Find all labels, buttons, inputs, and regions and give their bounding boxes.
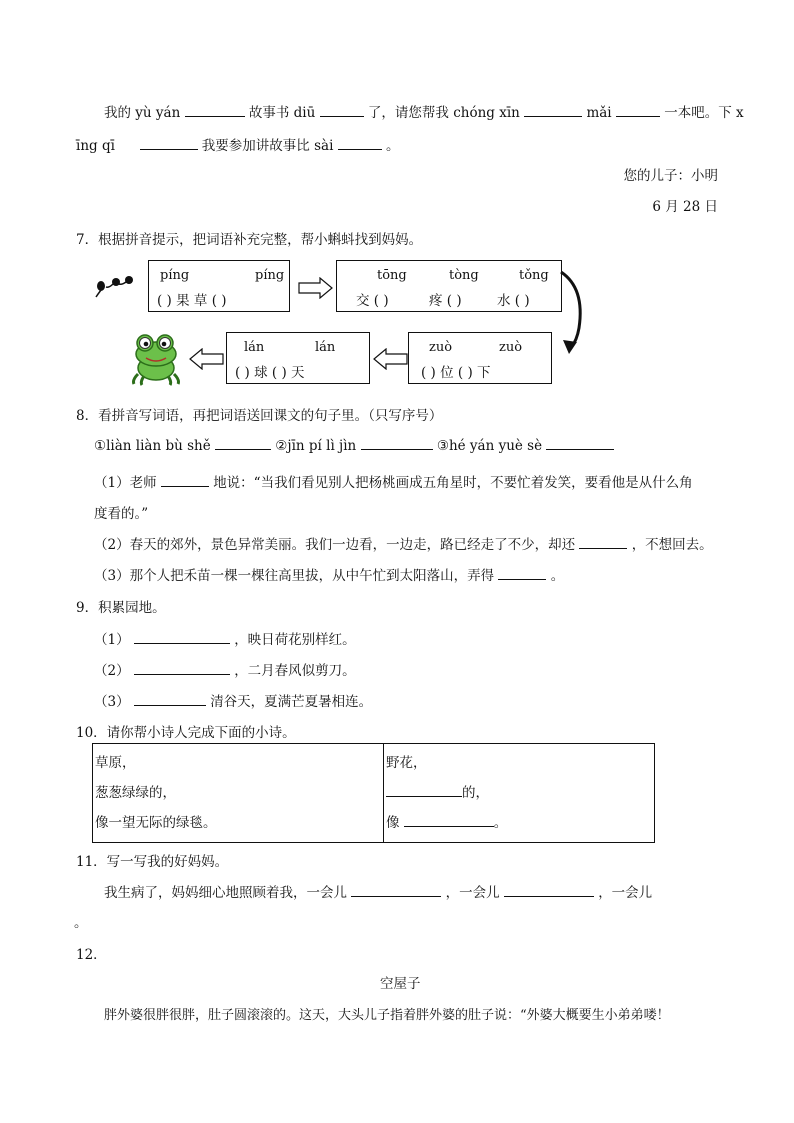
answer-blank[interactable] (616, 104, 660, 117)
item-number: （2） (94, 663, 130, 679)
sentence-text: 我生病了，妈妈细心地照顾着我，一会儿 (104, 885, 347, 901)
q9-line-1 (94, 628, 356, 648)
answer-blank[interactable] (320, 104, 364, 117)
poem-line: 草原， (95, 755, 136, 771)
poem-line: ，映日荷花别样红。 (234, 632, 356, 648)
pinyin-item: ③hé yán yuè sè (436, 438, 543, 454)
answer-blank[interactable] (579, 536, 627, 549)
answer-blank[interactable] (185, 104, 245, 117)
word-blank: 交 ( ) (356, 293, 389, 309)
pinyin: zuò (499, 340, 523, 355)
letter-date: 6 月 28 日 (652, 199, 718, 215)
sentence-text: ，不想回去。 (631, 537, 713, 553)
sentence-text: （2）春天的郊外，景色异常美丽。我们一边看，一边走，路已经走了不少，却还 (94, 537, 576, 553)
arrow-left-icon (188, 348, 224, 370)
pinyin: tòng (449, 268, 479, 283)
answer-blank[interactable] (546, 437, 614, 450)
pinyin: tǒng (519, 268, 549, 283)
pinyin: lán (244, 340, 265, 355)
story-paragraph: 胖外婆很胖很胖，肚子圆滚滚的。这天，大头儿子指着胖外婆的肚子说：“外婆大概要生小弟弟喽！ (104, 1008, 670, 1023)
answer-blank[interactable] (361, 437, 433, 450)
q8-title: 8．看拼音写词语，再把词语送回课文的句子里。（只写序号） (76, 408, 443, 424)
pinyin-item: ②jīn pí lì jìn (275, 438, 357, 454)
word-blanks: ( ) 位 ( ) 下 (421, 365, 491, 381)
letter-text: īng qī (76, 138, 115, 154)
frog-icon (128, 330, 184, 386)
answer-blank[interactable] (134, 662, 230, 675)
q8-sentence-2 (94, 533, 713, 553)
letter-line-2 (76, 134, 399, 154)
q7-title: 7．根据拼音提示，把词语补充完整，帮小蝌蚪找到妈妈。 (76, 232, 423, 248)
q9-line-3 (94, 690, 372, 710)
pinyin: lán (315, 340, 336, 355)
answer-blank[interactable] (524, 104, 582, 117)
pinyin-box-ping (148, 260, 290, 312)
letter-text: 一本吧。下 x (664, 105, 744, 121)
arrow-left-icon (372, 348, 408, 370)
pinyin-box-lan (226, 332, 370, 384)
sentence-text: （3）那个人把禾苗一棵一棵往高里拔，从中午忙到太阳落山，弄得 (94, 568, 495, 584)
q10-title: 10．请你帮小诗人完成下面的小诗。 (76, 725, 296, 741)
letter-signature: 您的儿子：小明 (623, 168, 718, 184)
pinyin: píng (160, 268, 190, 283)
item-number: （1） (94, 632, 130, 648)
letter-text: mǎi (586, 105, 612, 121)
poem-line: ，二月春风似剪刀。 (234, 663, 356, 679)
pinyin-box-zuo (408, 332, 552, 384)
pinyin: píng (255, 268, 285, 283)
poem-text: 的， (462, 785, 489, 801)
word-blanks: ( ) 球 ( ) 天 (235, 365, 305, 381)
word-blanks: ( ) 果 草 ( ) (157, 293, 227, 309)
letter-text: 我要参加讲故事比 sài (201, 138, 334, 154)
q9-line-2 (94, 659, 356, 679)
pinyin-item: ①liàn liàn bù shě (94, 438, 211, 454)
poem-left-cell (93, 744, 384, 843)
letter-text: 了，请您帮我 chóng xīn (367, 105, 520, 121)
word-blank: 水 ( ) (497, 293, 530, 309)
sentence-text: ，一会儿 (598, 885, 653, 901)
letter-line-1 (104, 101, 744, 121)
q8-sentence-3 (94, 564, 564, 584)
poem-line: 葱葱绿绿的， (95, 785, 176, 801)
letter-text: 故事书 diū (248, 105, 316, 121)
poem-line (386, 778, 652, 808)
poem-table (92, 743, 655, 843)
pinyin: tōng (377, 268, 407, 283)
answer-blank[interactable] (140, 137, 198, 150)
answer-blank[interactable] (504, 884, 594, 897)
answer-blank[interactable] (498, 567, 546, 580)
poem-line: 像一望无际的绿毯。 (95, 815, 217, 831)
q12-title: 12． (76, 947, 107, 963)
answer-blank[interactable] (161, 474, 209, 487)
poem-text: 像 (386, 815, 400, 831)
curved-arrow-icon (555, 268, 591, 356)
sentence-text: 。 (550, 568, 565, 584)
poem-line: 野花， (386, 755, 427, 771)
arrow-right-icon (298, 277, 334, 299)
poem-line: 像 。 (386, 815, 508, 831)
sentence-text: 地说：“当我们看见别人把杨桃画成五角星时，不要忙着发笑，要看他是从什么角 (213, 475, 693, 491)
letter-text: 我的 yù yán (104, 105, 181, 121)
q9-title: 9．积累园地。 (76, 600, 166, 616)
q8-pinyin-items (94, 437, 614, 454)
answer-blank[interactable] (134, 631, 230, 644)
answer-blank[interactable] (386, 784, 462, 797)
tadpoles-icon (94, 272, 140, 298)
pinyin-box-tong (336, 260, 562, 312)
item-number: （3） (94, 694, 130, 710)
q8-sentence-1-cont: 度看的。” (94, 506, 149, 522)
q11-title: 11．写一写我的好妈妈。 (76, 854, 229, 870)
poem-line: 清谷天，夏满芒夏暑相连。 (210, 694, 373, 710)
story-title: 空屋子 (380, 976, 421, 992)
sentence-text: （1）老师 (94, 475, 157, 491)
poem-right-cell (384, 744, 655, 843)
pinyin: zuò (429, 340, 453, 355)
answer-blank[interactable] (215, 437, 271, 450)
letter-text: 。 (385, 138, 400, 154)
answer-blank[interactable] (338, 137, 382, 150)
answer-blank[interactable] (404, 814, 494, 827)
q11-end: 。 (74, 915, 88, 931)
q8-sentence-1 (94, 471, 693, 491)
q11-sentence (104, 881, 652, 901)
answer-blank[interactable] (351, 884, 441, 897)
sentence-text: ，一会儿 (445, 885, 500, 901)
word-blank: 疼 ( ) (429, 293, 462, 309)
answer-blank[interactable] (134, 693, 206, 706)
